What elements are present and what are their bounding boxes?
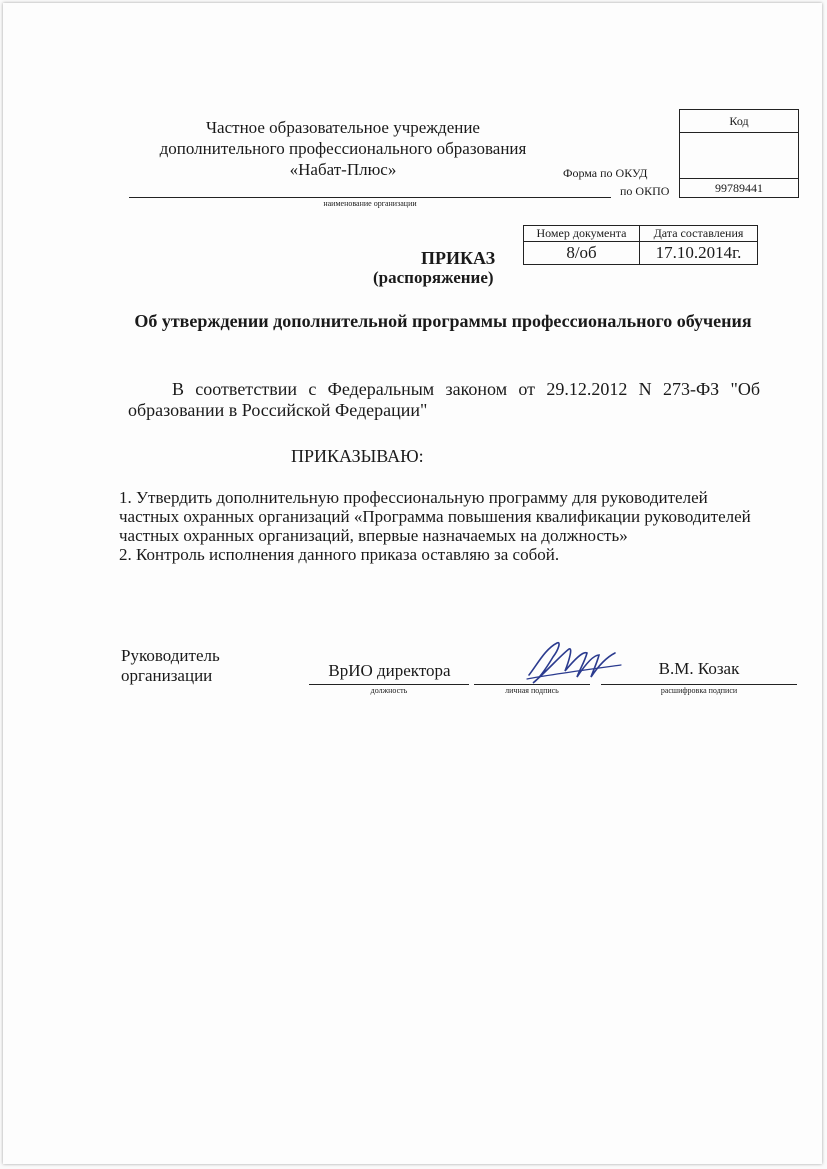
- position-underline: [309, 684, 469, 685]
- codes-header: Код: [680, 110, 799, 133]
- name-underline: [601, 684, 797, 685]
- signer-role-line-1: Руководитель: [121, 646, 220, 665]
- doc-date: 17.10.2014г.: [640, 242, 758, 265]
- doc-subtitle: (распоряжение): [373, 268, 494, 287]
- order-item-1: 1. Утвердить дополнительную профессиональную программу для руководителей частных охранных организаций «Программа повышения квалификации руководителей частных охранных организаций, впервые назначаемых на должность»: [119, 488, 751, 545]
- document-page: [3, 3, 822, 1164]
- order-item-2: 2. Контроль исполнения данного приказа оставляю за собой.: [119, 545, 560, 564]
- okud-value: [680, 133, 799, 179]
- doc-subject: Об утверждении дополнительной программы профессионального обучения: [134, 311, 752, 331]
- doc-number-label: Номер документа: [524, 226, 640, 242]
- org-line-1: Частное образовательное учреждение: [206, 118, 480, 137]
- sign-caption: личная подпись: [505, 686, 559, 695]
- order-items: [119, 488, 769, 564]
- codes-table: [679, 109, 799, 198]
- signer-position: ВрИО директора: [328, 661, 451, 680]
- sign-underline: [474, 684, 590, 685]
- doc-number: 8/об: [524, 242, 640, 265]
- okpo-label: по ОКПО: [620, 184, 670, 198]
- org-caption: наименование организации: [323, 199, 417, 208]
- signer-role-line-2: организации: [121, 666, 213, 685]
- org-line-3: «Набат-Плюс»: [289, 160, 397, 179]
- organization-name: [133, 117, 553, 180]
- order-word: ПРИКАЗЫВАЮ:: [291, 446, 424, 466]
- signer-name: В.М. Козак: [658, 659, 740, 678]
- basis-paragraph: В соответствии с Федеральным законом от 29.12.2012 N 273-ФЗ "Об образовании в Российской Федерации": [128, 379, 760, 420]
- org-underline: [129, 197, 611, 198]
- position-caption: должность: [370, 686, 408, 695]
- signer-role: [121, 646, 271, 686]
- doc-info-table: [523, 225, 758, 265]
- name-caption: расшифровка подписи: [660, 686, 738, 695]
- okpo-value: 99789441: [680, 179, 799, 198]
- okud-label: Форма по ОКУД: [563, 166, 648, 180]
- doc-title: ПРИКАЗ: [421, 248, 496, 268]
- doc-date-label: Дата составления: [640, 226, 758, 242]
- org-line-2: дополнительного профессионального образования: [159, 139, 527, 158]
